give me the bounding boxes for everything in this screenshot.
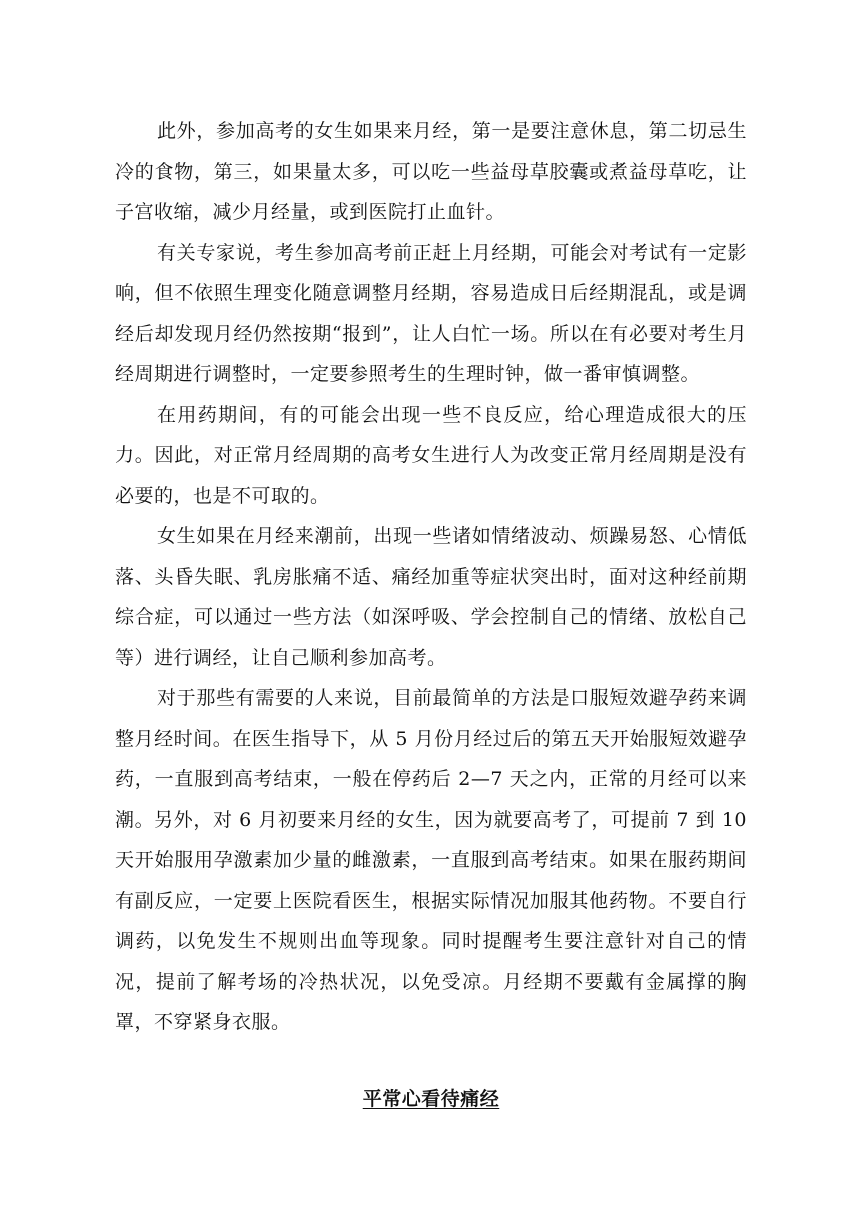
paragraph-premenstrual-syndrome: 女生如果在月经来潮前，出现一些诸如情绪波动、烦躁易怒、心情低落、头昏失眠、乳房胀痛不适、痛经加重等症状突出时，面对这种经前期综合症，可以通过一些方法（如深呼吸、学会控制自己的情绪、放松自己等）进行调经，让自己顺利参加高考。 <box>115 525 747 669</box>
paragraph-contraceptive-method: 对于那些有需要的人来说，目前最简单的方法是口服短效避孕药来调整月经时间。在医生指导下，从 5 月份月经过后的第五天开始服短效避孕药，一直服到高考结束，一般在停药后 2—7 天之内，正常的月经可以来潮。另外，对 6 月初要来月经的女生，因为就要高考了，可提前 7 到 10 天开始服用孕激素加少量的雌激素，一直服到高考结束。如果在服药期间有副反应，一定要上医院看医生，根据实际情况加服其他药物。不要自行调药，以免发生不规则出血等现象。同时提醒考生要注意针对自己的情况，提前了解考场的冷热状况，以免受凉。月经期不要戴有金属撑的胸罩，不穿紧身衣服。 <box>115 687 747 1033</box>
document-body <box>115 111 747 1043</box>
section-heading: 平常心看待痛经 <box>362 1088 500 1110</box>
paragraph-medication-side-effects: 在用药期间，有的可能会出现一些不良反应，给心理造成很大的压力。因此，对正常月经周期的高考女生进行人为改变正常月经周期是没有必要的，也是不可取的。 <box>115 403 747 507</box>
paragraph-expert-advice: 有关专家说，考生参加高考前正赶上月经期，可能会对考试有一定影响，但不依照生理变化随意调整月经期，容易造成日后经期混乱，或是调经后却发现月经仍然按期“报到”，让人白忙一场。所以在有必要对考生月经周期进行调整时，一定要参照考生的生理时钟，做一番审慎调整。 <box>115 241 747 385</box>
paragraph-menstruation-care: 此外，参加高考的女生如果来月经，第一是要注意休息，第二切忌生冷的食物，第三，如果量太多，可以吃一些益母草胶囊或煮益母草吃，让子宫收缩，减少月经量，或到医院打止血针。 <box>115 120 747 223</box>
